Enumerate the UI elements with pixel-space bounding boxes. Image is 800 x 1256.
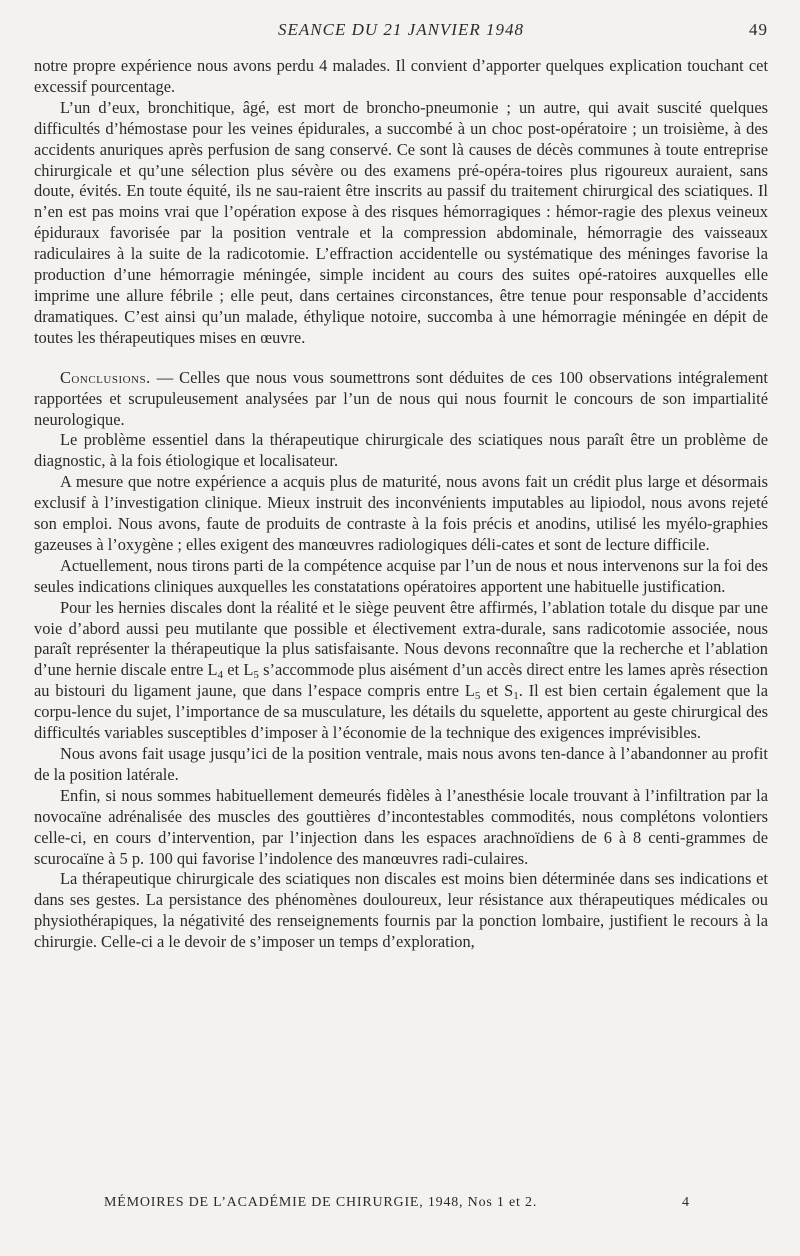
subscript-l4: 4: [217, 669, 224, 682]
paragraph-continuation: notre propre expérience nous avons perdu 4 malades. Il convient d’apporter quelques explication touchant cet excessif pourcentage.: [34, 56, 768, 96]
paragraph-experience: A mesure que notre expérience a acquis plus de maturité, nous avons fait un crédit plus large et désormais exclusif à l’investigation clinique. Mieux instruit des inconvénients imputables au lipiodol, nous avons rejeté son emploi. Nous avons, faute de produits de contraste à la fois précis et anodins, utilisé les myélo-graphies gazeuses à l’oxygène ; elles exigent des manœuvres radiologiques déli-cates et sont de lecture difficile.: [34, 472, 768, 554]
paragraph-competence: Actuellement, nous tirons parti de la compétence acquise par l’un de nous et nous intervenons sur la foi des seules indications cliniques auxquelles les constatations opératoires apportent une habituelle justification.: [34, 555, 768, 596]
paragraph-conclusions: [34, 368, 768, 431]
page-number: 49: [749, 20, 768, 39]
subscript-s1: 1: [513, 690, 519, 703]
hernias-text-2: et L: [223, 660, 254, 680]
subscript-l5-b: 5: [474, 690, 481, 703]
paragraph-deaths: L’un d’eux, bronchitique, âgé, est mort de broncho-pneumonie ; un autre, qui avait suscité quelques difficultés d’hémostase pour les veines épidurales, a succombé à un choc post-opératoire ; un troisième, à des accidents anuriques après perfusion de sang conservé. Ce sont là causes de décès communes à toute entreprise chirurgicale et qu’une sélection plus sévère ou des examens pré-opéra-toires plus rigoureux auraient, sans doute, évités. En toute équité, ils ne sau-raient être inscrits au passif du traitement chirurgical des sciatiques. Il n’en est pas moins vrai que l’opération expose à des risques hémorragiques : hémor-ragie des plexus veineux épiduraux favorisée par la position ventrale et la compression abdominale, hémorragie des vaisseaux radiculaires à la suite de la radicotomie. L’effraction accidentelle ou systématique des méninges favorise la production d’une hémorragie méningée, simple incident au cours des suites opé-ratoires auxquelles elle imprime une allure fébrile ; elle peut, dans certaines circonstances, être tenue pour responsable d’accidents dramatiques. C’est ainsi qu’un malade, éthylique notoire, succomba à une hémorragie méningée en dépit de toutes les thérapeutiques mises en œuvre.: [34, 97, 768, 347]
article-body: [34, 56, 768, 953]
footer-journal: MÉMOIRES DE L’ACADÉMIE DE CHIRURGIE, 1948, Nos 1 et 2.: [104, 1195, 538, 1210]
section-heading-conclusions: Conclusions.: [60, 367, 151, 387]
hernias-text-1: Pour les hernies discales dont la réalité et le siège peuvent être affirmés, l’ablation totale du disque par une voie d’abord aussi peu mutilante que possible et électivement extra-durale, sans radicotomie associée, nous paraît représenter la thérapeutique la plus satisfaisante. Nous devons reconnaître que la recherche et l’ablation d’une hernie discale entre L: [34, 597, 768, 680]
paragraph-diagnosis: Le problème essentiel dans la thérapeutique chirurgicale des sciatiques nous paraît être un problème de diagnostic, à la fois étiologique et localisateur.: [34, 430, 768, 471]
hernias-text-3: s’accommode plus aisément d’un accès direct entre les lames après résection au bistouri du ligament jaune, que dans l’espace compris entre L: [34, 660, 768, 701]
running-head: [34, 20, 768, 44]
paragraph-non-discal: La thérapeutique chirurgicale des sciatiques non discales est moins bien déterminée dans ses indications et dans ses gestes. La persistance des phénomènes douloureux, leur résistance aux thérapeutiques médicales ou physiothérapiques, la négativité des renseignements fournis par la ponction lombaire, justifient le recours à la chirurgie. Celle-ci a le devoir de s’imposer un temps d’exploration,: [34, 869, 768, 952]
hernias-text-5: . Il est bien certain également que la corpu-lence du sujet, l’importance de sa musculature, les détails du squelette, apportent au geste chirurgical des difficultés variables susceptibles d’imposer à l’économie de la technique des exigences imprévisibles.: [34, 681, 768, 743]
subscript-l5: 5: [253, 669, 259, 682]
paragraph-anesthesia: Enfin, si nous sommes habituellement demeurés fidèles à l’anesthésie locale trouvant à l’infiltration par la novocaïne adrénalisée des muscles des gouttières d’incontestables commodités, nous complétons volontiers celle-ci, en cours d’intervention, par l’injection dans les espaces arachnoïdiens de 6 à 8 centi-grammes de scurocaïne à 5 p. 100 qui favorise l’indolence des manœuvres radi-culaires.: [34, 785, 768, 868]
paragraph-position: Nous avons fait usage jusqu’ici de la position ventrale, mais nous avons ten-dance à l’abandonner au profit de la position latérale.: [34, 744, 768, 784]
running-head-title: SEANCE DU 21 JANVIER 1948: [278, 20, 524, 39]
paragraph-hernias: [34, 598, 768, 744]
footer: [34, 1195, 768, 1217]
hernias-text-4: et S: [480, 681, 514, 701]
signature-mark: 4: [682, 1195, 690, 1210]
conclusions-text: — Celles que nous vous soumettrons sont déduites de ces 100 observations intégralement rapportées et scrupuleusement analysées par l’un de nous qui nous fournit le concours de son impartialité neurologique.: [34, 367, 768, 429]
